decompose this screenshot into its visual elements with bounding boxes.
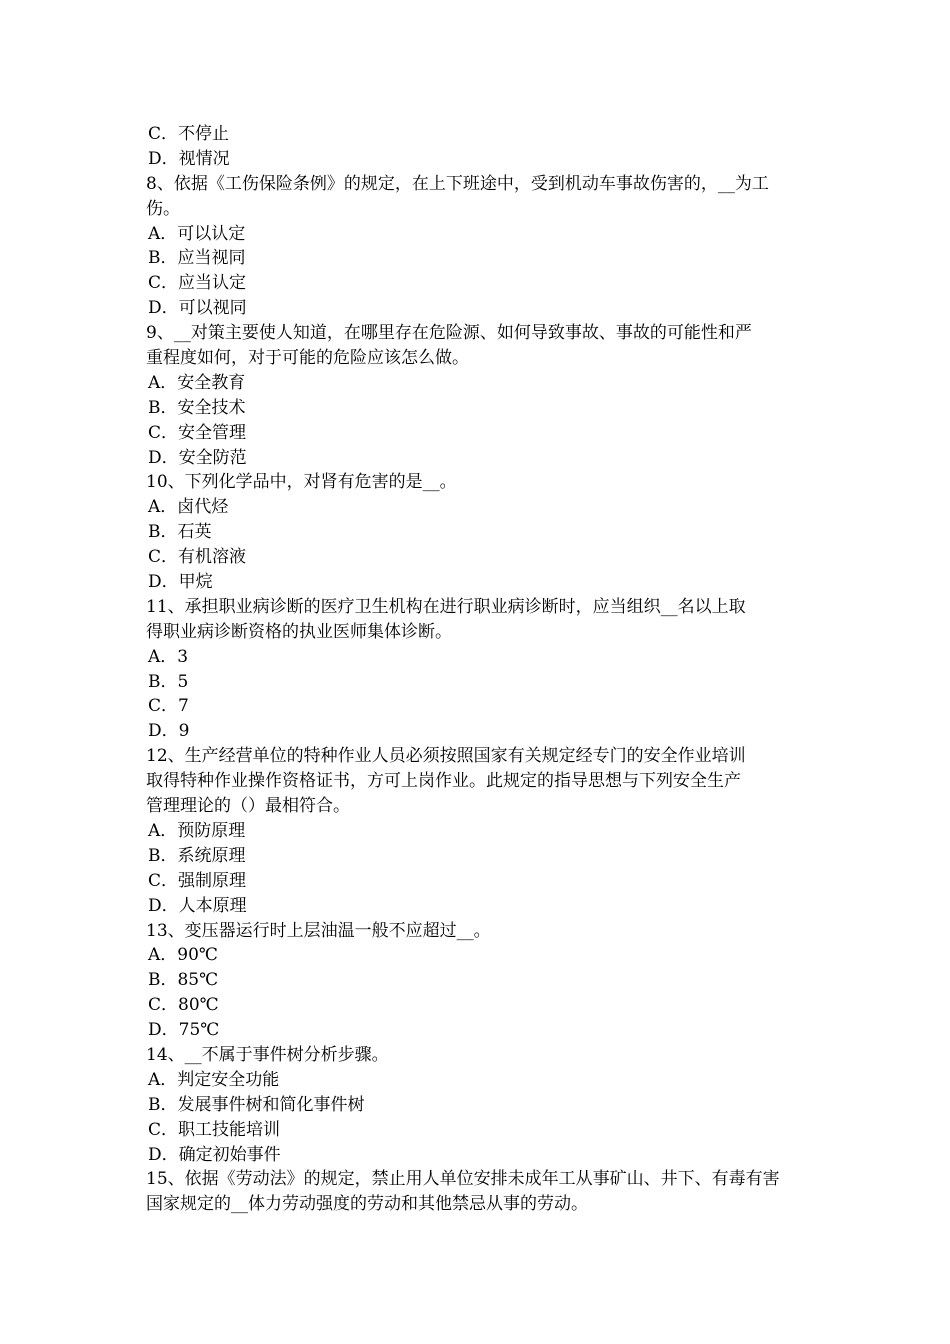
question-text-line: 8、依据《工伤保险条例》的规定，在上下班途中，受到机动车事故伤害的，__为工 <box>146 173 769 194</box>
answer-option-line: C．应当认定 <box>148 273 247 294</box>
question-text-line: 11、承担职业病诊断的医疗卫生机构在进行职业病诊断时，应当组织__名以上取 <box>146 596 746 617</box>
answer-option-line: D．75℃ <box>148 1020 220 1041</box>
question-text-line: 14、__不属于事件树分析步骤。 <box>146 1044 389 1065</box>
answer-option-line: C．不停止 <box>148 124 230 144</box>
answer-option-line: C．强制原理 <box>148 870 247 891</box>
answer-option-line: B．85℃ <box>148 970 219 991</box>
question-text-line: 取得特种作业操作资格证书，方可上岗作业。此规定的指导思想与下列安全生产 <box>146 771 741 792</box>
answer-option-line: C．有机溶液 <box>148 547 247 568</box>
answer-option-line: D．安全防范 <box>148 447 247 468</box>
answer-option-line: D．确定初始事件 <box>148 1144 281 1165</box>
answer-option-line: D．9 <box>148 721 190 742</box>
answer-option-line: C．7 <box>148 696 189 717</box>
question-text-line: 15、依据《劳动法》的规定，禁止用人单位安排未成年工从事矿山、井下、有毒有害 <box>146 1169 780 1190</box>
answer-option-line: A．90℃ <box>148 945 218 966</box>
answer-option-line: D．人本原理 <box>148 895 247 916</box>
answer-option-line: A．预防原理 <box>148 820 246 841</box>
question-text-line: 10、下列化学品中，对肾有危害的是__。 <box>146 472 457 493</box>
answer-option-line: B．应当视同 <box>148 248 246 269</box>
answer-option-line: B．5 <box>148 671 189 692</box>
question-text-line: 12、生产经营单位的特种作业人员必须按照国家有关规定经专门的安全作业培训 <box>146 746 746 767</box>
answer-option-line: A．3 <box>148 646 189 667</box>
answer-option-line: A．卤代烃 <box>148 497 229 518</box>
answer-option-line: B．发展事件树和简化事件树 <box>148 1094 365 1115</box>
question-text-line: 国家规定的__体力劳动强度的劳动和其他禁忌从事的劳动。 <box>146 1194 588 1215</box>
answer-option-line: C．安全管理 <box>148 422 247 443</box>
answer-option-line: D．甲烷 <box>148 572 213 593</box>
question-text-line: 伤。 <box>146 198 180 219</box>
document-body <box>146 122 812 1217</box>
answer-option-line: B．系统原理 <box>148 845 246 866</box>
answer-option-line: C．80℃ <box>148 995 219 1016</box>
answer-option-line: B．石英 <box>148 522 212 543</box>
question-text-line: 得职业病诊断资格的执业医师集体诊断。 <box>146 621 452 642</box>
answer-option-line: D．视情况 <box>148 148 230 169</box>
question-text-line: 管理理论的（）最相符合。 <box>146 796 350 817</box>
answer-option-line: A．可以认定 <box>148 223 246 244</box>
question-text-line: 重程度如何，对于可能的危险应该怎么做。 <box>146 348 469 369</box>
answer-option-line: C．职工技能培训 <box>148 1119 281 1140</box>
answer-option-line: D．可以视同 <box>148 298 247 319</box>
question-text-line: 13、变压器运行时上层油温一般不应超过__。 <box>146 920 491 941</box>
question-text-line: 9、__对策主要使人知道，在哪里存在危险源、如何导致事故、事故的可能性和严 <box>146 323 752 344</box>
answer-option-line: A．安全教育 <box>148 372 246 393</box>
answer-option-line: B．安全技术 <box>148 397 246 418</box>
answer-option-line: A．判定安全功能 <box>148 1069 280 1090</box>
